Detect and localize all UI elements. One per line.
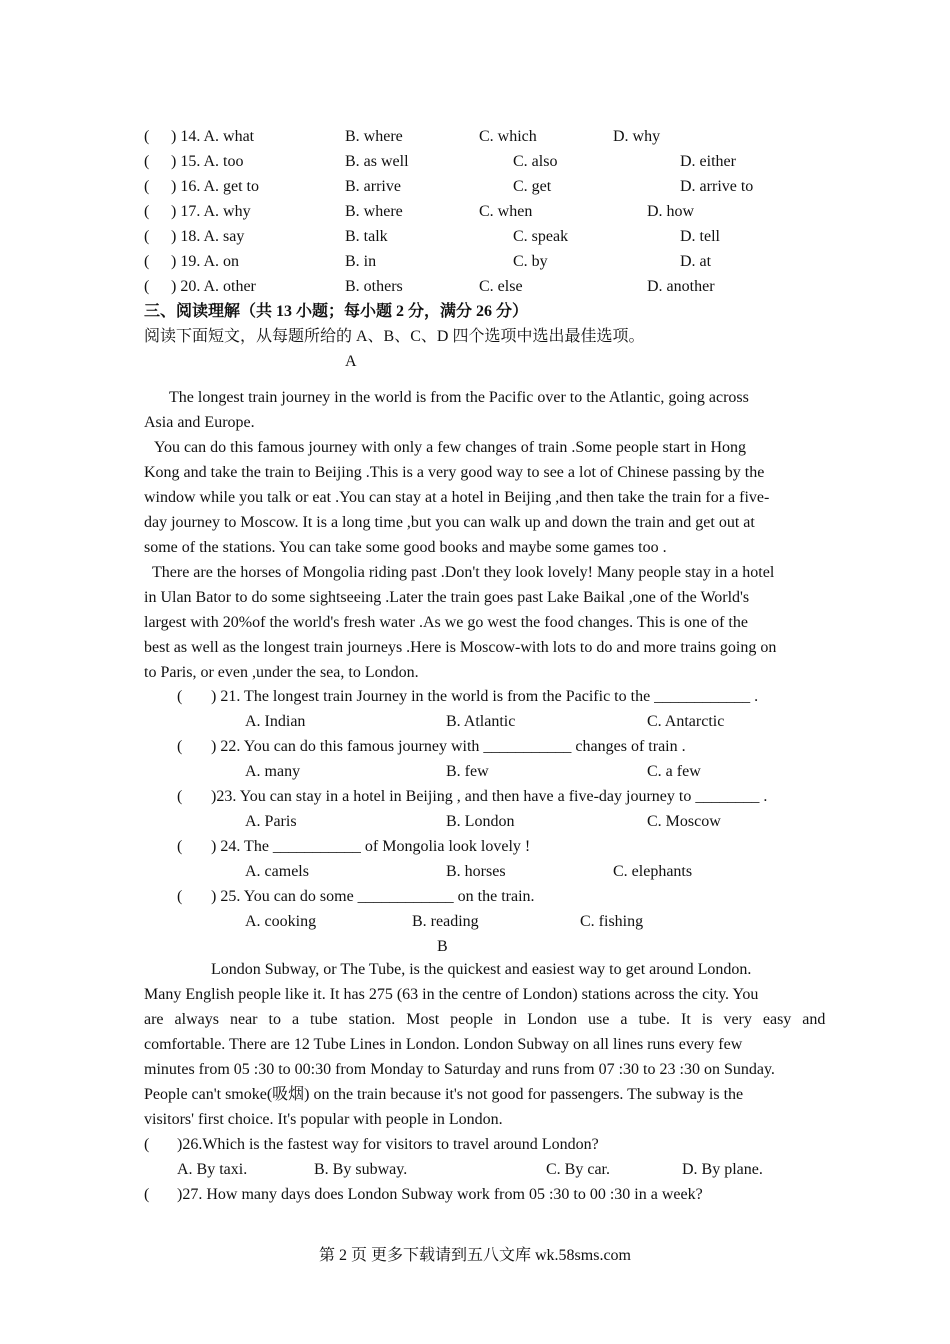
- cloze-option-d: D. arrive to: [680, 178, 754, 195]
- cloze-option-c: C. speak: [513, 228, 569, 245]
- cloze-option-c: C. get: [513, 178, 552, 195]
- cloze-question-number: ) 14. A. what: [171, 128, 255, 145]
- cloze-option-b: B. in: [345, 253, 377, 270]
- passage-line: Kong and take the train to Beijing .This is a very good way to see a lot of Chinese passing by the: [144, 464, 765, 481]
- option-c: C. Moscow: [647, 813, 721, 830]
- answer-bracket: (: [144, 128, 150, 145]
- passage-line: to Paris, or even ,under the sea, to London.: [144, 664, 419, 681]
- passage-b-label: B: [437, 938, 448, 955]
- cloze-option-c: C. else: [479, 278, 523, 295]
- question-stem: ) 21. The longest train Journey in the world is from the Pacific to the ____________ .: [211, 688, 759, 705]
- cloze-option-c: C. when: [479, 203, 533, 220]
- option-a: A. Indian: [245, 713, 306, 730]
- cloze-option-b: B. where: [345, 128, 403, 145]
- cloze-option-c: C. which: [479, 128, 537, 145]
- option-b: B. By subway.: [314, 1161, 408, 1178]
- question-stem: ) 25. You can do some ____________ on the train.: [211, 888, 535, 905]
- cloze-option-b: B. as well: [345, 153, 409, 170]
- passage-line: largest with 20%of the world's fresh water .As we go west the food changes. This is one of the: [144, 614, 748, 631]
- question-stem: )26.Which is the fastest way for visitors to travel around London?: [177, 1136, 599, 1153]
- cloze-option-c: C. also: [513, 153, 558, 170]
- cloze-question-number: ) 17. A. why: [171, 203, 251, 220]
- question-stem: )23. You can stay in a hotel in Beijing , and then have a five-day journey to ________ .: [211, 788, 768, 805]
- answer-bracket: (: [144, 153, 150, 170]
- section-instruction: 阅读下面短文，从每题所给的 A、B、C、D 四个选项中选出最佳选项。: [144, 328, 645, 345]
- answer-bracket: (: [144, 228, 150, 245]
- passage-line: There are the horses of Mongolia riding past .Don't they look lovely! Many people stay in a hotel: [152, 564, 775, 581]
- answer-bracket: (: [144, 1136, 150, 1153]
- option-a: A. many: [245, 763, 301, 780]
- cloze-option-b: B. others: [345, 278, 403, 295]
- cloze-option-b: B. where: [345, 203, 403, 220]
- answer-bracket: (: [144, 278, 150, 295]
- option-b: B. horses: [446, 863, 506, 880]
- option-b: B. London: [446, 813, 515, 830]
- passage-line: Many English people like it. It has 275 (63 in the centre of London) stations across the city. You: [144, 986, 759, 1003]
- passage-line: best as well as the longest train journeys .Here is Moscow-with lots to do and more trains going on: [144, 639, 777, 656]
- option-d: D. By plane.: [682, 1161, 763, 1178]
- cloze-question-number: ) 16. A. get to: [171, 178, 259, 195]
- option-b: B. reading: [412, 913, 479, 930]
- option-c: C. fishing: [580, 913, 644, 930]
- passage-line: window while you talk or eat .You can stay at a hotel in Beijing ,and then take the train for a five-: [144, 489, 770, 506]
- cloze-option-c: C. by: [513, 253, 548, 270]
- cloze-question-number: ) 20. A. other: [171, 278, 256, 295]
- passage-line: day journey to Moscow. It is a long time ,but you can walk up and down the train and get out at: [144, 514, 755, 531]
- passage-line: People can't smoke(吸烟) on the train because it's not good for passengers. The subway is the: [144, 1086, 744, 1103]
- option-c: C. Antarctic: [647, 713, 725, 730]
- option-a: A. By taxi.: [177, 1161, 248, 1178]
- passage-line: The longest train journey in the world is from the Pacific over to the Atlantic, going across: [169, 389, 749, 406]
- option-b: B. Atlantic: [446, 713, 516, 730]
- passage-line: are always near to a tube station. Most people in London use a tube. It is very easy and: [144, 1011, 826, 1028]
- cloze-option-d: D. tell: [680, 228, 720, 245]
- option-c: C. By car.: [546, 1161, 610, 1178]
- answer-bracket: (: [177, 738, 183, 755]
- answer-bracket: (: [144, 1186, 150, 1203]
- option-c: C. elephants: [613, 863, 693, 880]
- option-b: B. few: [446, 763, 489, 780]
- passage-line: some of the stations. You can take some good books and maybe some games too .: [144, 539, 667, 556]
- answer-bracket: (: [177, 788, 183, 805]
- answer-bracket: (: [144, 203, 150, 220]
- cloze-option-d: D. why: [613, 128, 661, 145]
- cloze-option-d: D. another: [647, 278, 715, 295]
- option-a: A. camels: [245, 863, 309, 880]
- cloze-question-number: ) 18. A. say: [171, 228, 245, 245]
- option-a: A. Paris: [245, 813, 297, 830]
- passage-line: London Subway, or The Tube, is the quickest and easiest way to get around London.: [211, 961, 752, 978]
- cloze-option-b: B. talk: [345, 228, 388, 245]
- passage-line: You can do this famous journey with only a few changes of train .Some people start in Hong: [154, 439, 747, 456]
- question-stem: ) 22. You can do this famous journey with ___________ changes of train .: [211, 738, 686, 755]
- passage-line: Asia and Europe.: [144, 414, 255, 431]
- passage-line: comfortable. There are 12 Tube Lines in London. London Subway on all lines runs every few: [144, 1036, 743, 1053]
- cloze-question-number: ) 19. A. on: [171, 253, 240, 270]
- cloze-option-d: D. either: [680, 153, 736, 170]
- passage-line: in Ulan Bator to do some sightseeing .Later the train goes past Lake Baikal ,one of the World's: [144, 589, 750, 606]
- question-stem: ) 24. The ___________ of Mongolia look lovely !: [211, 838, 531, 855]
- passage-line: minutes from 05 :30 to 00:30 from Monday to Saturday and runs from 07 :30 to 23 :30 on Sunday.: [144, 1061, 775, 1078]
- section-title: 三、阅读理解（共 13 小题；每小题 2 分，满分 26 分）: [144, 303, 529, 320]
- page-footer: 第 2 页 更多下载请到五八文库 wk.58sms.com: [318, 1247, 631, 1264]
- answer-bracket: (: [177, 888, 183, 905]
- answer-bracket: (: [177, 838, 183, 855]
- cloze-option-b: B. arrive: [345, 178, 401, 195]
- cloze-question-number: ) 15. A. too: [171, 153, 244, 170]
- option-a: A. cooking: [245, 913, 317, 930]
- passage-line: visitors' first choice. It's popular with people in London.: [144, 1111, 503, 1128]
- answer-bracket: (: [144, 178, 150, 195]
- option-c: C. a few: [647, 763, 701, 780]
- passage-a-text: [144, 385, 806, 685]
- answer-bracket: (: [177, 688, 183, 705]
- cloze-option-d: D. how: [647, 203, 695, 220]
- cloze-option-d: D. at: [680, 253, 712, 270]
- answer-bracket: (: [144, 253, 150, 270]
- passage-a-label: A: [345, 353, 357, 370]
- question-stem: )27. How many days does London Subway work from 05 :30 to 00 :30 in a week?: [177, 1186, 703, 1203]
- passage-b-text: [144, 957, 826, 1132]
